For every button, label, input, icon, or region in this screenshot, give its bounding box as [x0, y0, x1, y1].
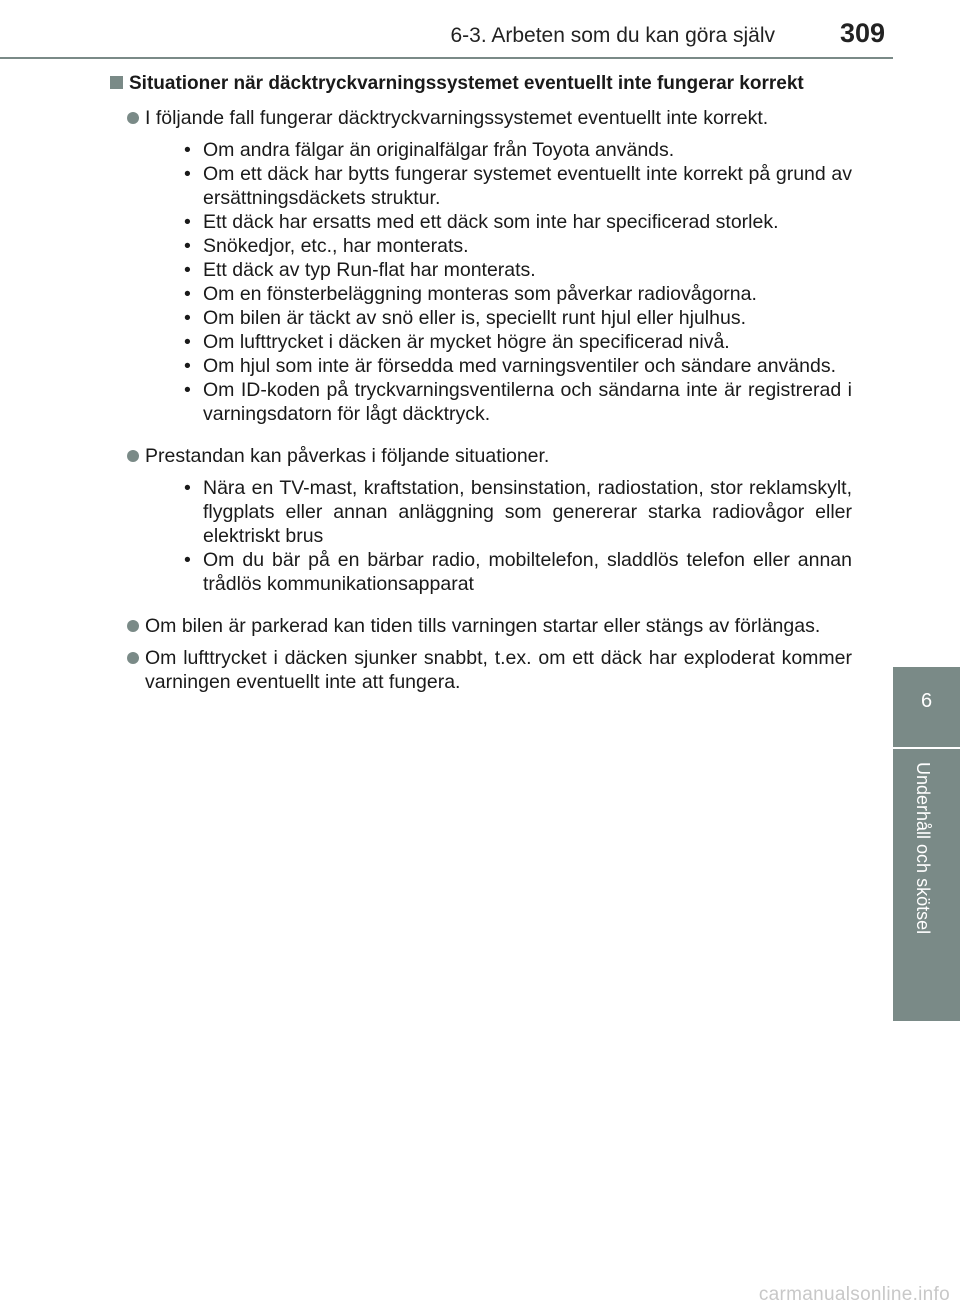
watermark: carmanualsonline.info — [758, 1284, 950, 1305]
sub-list-item: • Om ett däck har bytts fungerar systemet eventuellt inte korrekt på grund av ersättningsdäckets struktur. — [181, 162, 852, 210]
list-item — [127, 646, 852, 694]
sub-list-item: • Om bilen är täckt av snö eller is, speciellt runt hjul eller hjulhus. — [181, 306, 852, 330]
page-content — [110, 72, 852, 702]
sub-list-item: • Om ID-koden på tryckvarningsventilerna och sändarna inte är registrerad i varningsdatorn för lågt däcktryck. — [181, 378, 852, 426]
sub-list-item: • Om lufttrycket i däcken är mycket högre än specificerad nivå. — [181, 330, 852, 354]
section-heading — [110, 72, 852, 96]
section-heading-text: Situationer när däcktryckvarningssystemet eventuellt inte fungerar korrekt — [129, 73, 804, 94]
header-divider — [0, 57, 893, 59]
sub-list — [181, 476, 852, 596]
sub-list-item: • Nära en TV-mast, kraftstation, bensinstation, radiostation, stor reklamskylt, flygplats eller annan anläggning som genererar starka radiovågor eller elektriskt brus — [181, 476, 852, 548]
chapter-tab — [893, 667, 960, 747]
circle-bullet-icon — [127, 112, 139, 124]
list-item-text: Om lufttrycket i däcken sjunker snabbt, t.ex. om ett däck har exploderat kommer varningen eventuellt inte att fungera. — [145, 647, 852, 693]
sub-list-item: • Om andra fälgar än originalfälgar från Toyota används. — [181, 138, 852, 162]
circle-bullet-icon — [127, 652, 139, 664]
sub-list — [181, 138, 852, 426]
circle-bullet-icon — [127, 450, 139, 462]
list-item — [127, 106, 852, 436]
square-bullet-icon — [110, 76, 123, 89]
list-item — [127, 614, 852, 638]
list-item — [127, 444, 852, 606]
circle-bullet-icon — [127, 620, 139, 632]
sub-list-item: • Om hjul som inte är försedda med varningsventiler och sändare används. — [181, 354, 852, 378]
page-number: 309 — [839, 18, 885, 48]
sub-list-item: • Om en fönsterbeläggning monteras som påverkar radiovågorna. — [181, 282, 852, 306]
sub-list-item: • Ett däck har ersatts med ett däck som inte har specificerad storlek. — [181, 210, 852, 234]
sub-list-item: • Snökedjor, etc., har monterats. — [181, 234, 852, 258]
section-reference: 6-3. Arbeten som du kan göra själv — [450, 24, 775, 47]
page-header — [0, 0, 893, 58]
chapter-number: 6 — [920, 690, 933, 712]
list-item-text: Prestandan kan påverkas i följande situationer. — [145, 445, 550, 467]
list-item-text: Om bilen är parkerad kan tiden tills varningen startar eller stängs av förlängas. — [145, 615, 821, 637]
sub-list-item: • Ett däck av typ Run-flat har monterats. — [181, 258, 852, 282]
chapter-title: Underhåll och skötsel — [913, 762, 933, 935]
list-item-text: I följande fall fungerar däcktryckvarningssystemet eventuellt inte korrekt. — [145, 107, 769, 129]
sub-list-item: • Om du bär på en bärbar radio, mobiltelefon, sladdlös telefon eller annan trådlös kommunikationsapparat — [181, 548, 852, 596]
